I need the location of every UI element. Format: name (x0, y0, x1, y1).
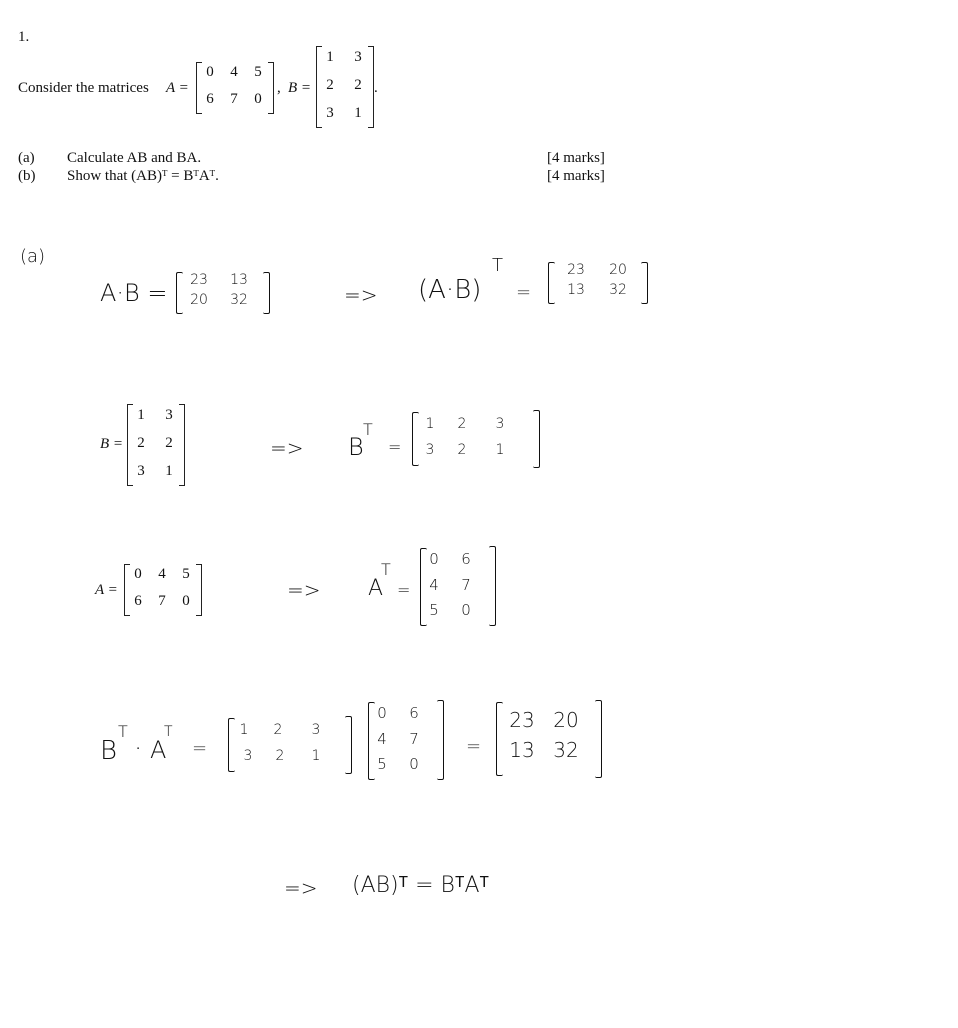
product-bt-cell: 1 (239, 722, 249, 738)
printed-b-cell: 2 (354, 77, 362, 93)
at-label: A (368, 576, 384, 601)
product-bt-matrix (228, 716, 354, 774)
matrix-a-label: A = (166, 80, 189, 96)
product-bt-cell: 1 (311, 748, 321, 764)
ab-matrix (176, 270, 272, 316)
printed-matrix-a (196, 62, 276, 114)
result-cell: 13 (509, 738, 535, 762)
a-cell: 0 (182, 593, 190, 609)
product-bt-cell: 3 (243, 748, 253, 764)
question-number: 1. (18, 29, 30, 45)
at-cell: 0 (461, 601, 471, 619)
printed-b-cell: 1 (354, 105, 362, 121)
b-cell: 1 (165, 463, 173, 479)
abt-superscript: T (492, 255, 503, 276)
at-cell: 7 (461, 576, 471, 594)
at-cell: 4 (429, 576, 439, 594)
b-matrix (127, 404, 187, 486)
period: . (374, 80, 378, 96)
implies-2: => (270, 436, 304, 460)
ab-cell: 20 (190, 292, 208, 308)
question-intro: Consider the matrices (18, 80, 149, 96)
bt-cell: 2 (457, 442, 467, 458)
b-cell: 2 (137, 435, 145, 451)
product-bt-cell: 3 (311, 722, 321, 738)
a-cell: 0 (134, 566, 142, 582)
a-cell: 6 (134, 593, 142, 609)
b-cell: 2 (165, 435, 173, 451)
comma: , (277, 80, 281, 96)
at-superscript: T (381, 560, 391, 579)
implies-1: => (344, 283, 378, 307)
printed-b-cell: 2 (326, 77, 334, 93)
implies-4: => (284, 876, 318, 900)
a-label: A = (95, 582, 118, 598)
part-b-text: Show that (AB)ᵀ = BᵀAᵀ. (67, 168, 219, 184)
bt-cell: 3 (495, 416, 505, 432)
part-b-marks: [4 marks] (547, 168, 605, 184)
bt-matrix (412, 410, 542, 468)
at-matrix (420, 546, 498, 628)
abt-matrix (548, 260, 650, 306)
product-at-cell: 5 (377, 755, 387, 773)
part-b-label: (b) (18, 168, 36, 184)
part-a-text: Calculate AB and BA. (67, 150, 202, 166)
ab-cell: 23 (190, 272, 208, 288)
abt-cell: 20 (609, 262, 627, 278)
abt-cell: 13 (567, 282, 585, 298)
solution-part-label: (a) (20, 246, 46, 267)
b-cell: 1 (137, 407, 145, 423)
printed-b-cell: 3 (326, 105, 334, 121)
printed-a-cell: 7 (230, 91, 238, 107)
printed-a-cell: 5 (254, 64, 262, 80)
product-a: A (150, 736, 167, 764)
printed-a-cell: 0 (254, 91, 262, 107)
ab-cell: 32 (230, 292, 248, 308)
implies-3: => (287, 578, 321, 602)
a-cell: 7 (158, 593, 166, 609)
ab-cell: 13 (230, 272, 248, 288)
product-at-cell: 4 (377, 730, 387, 748)
product-at-cell: 0 (377, 704, 387, 722)
printed-b-cell: 1 (326, 49, 334, 65)
ab-lhs: A·B = (100, 279, 168, 307)
at-cell: 5 (429, 601, 439, 619)
equals-4: = (192, 738, 208, 759)
product-b: B (100, 736, 118, 766)
printed-a-cell: 6 (206, 91, 214, 107)
a-matrix (124, 564, 204, 616)
printed-matrix-b (316, 46, 376, 128)
bt-cell: 1 (495, 442, 505, 458)
product-at-cell: 0 (409, 755, 419, 773)
product-a-superscript: T (164, 724, 173, 740)
product-bt-cell: 2 (275, 748, 285, 764)
equals-2: = (388, 437, 402, 456)
result-cell: 23 (509, 708, 535, 732)
b-label: B = (100, 436, 124, 452)
b-cell: 3 (137, 463, 145, 479)
product-b-superscript: T (118, 722, 128, 741)
equals-1: = (516, 282, 532, 303)
bt-cell: 1 (425, 416, 435, 432)
at-cell: 0 (429, 550, 439, 568)
matrix-b-label: B = (288, 80, 312, 96)
result-cell: 32 (553, 738, 579, 762)
result-cell: 20 (553, 708, 579, 732)
printed-b-cell: 3 (354, 49, 362, 65)
printed-a-cell: 0 (206, 64, 214, 80)
bt-label: B (348, 433, 364, 461)
result-matrix (496, 700, 604, 780)
part-a-marks: [4 marks] (547, 150, 605, 166)
product-at-matrix (368, 700, 446, 782)
product-at-cell: 7 (409, 730, 419, 748)
product-at-cell: 6 (409, 704, 419, 722)
conclusion: (AB)ᵀ = BᵀAᵀ (352, 873, 490, 898)
equals-5: = (466, 736, 482, 757)
bt-cell: 3 (425, 442, 435, 458)
printed-a-cell: 4 (230, 64, 238, 80)
bt-superscript: T (363, 420, 373, 439)
abt-cell: 32 (609, 282, 627, 298)
product-dot: · (134, 734, 143, 764)
bt-cell: 2 (457, 416, 467, 432)
b-cell: 3 (165, 407, 173, 423)
abt-lhs: (A·B) (418, 275, 482, 305)
part-a-label: (a) (18, 150, 35, 166)
at-cell: 6 (461, 550, 471, 568)
product-bt-cell: 2 (273, 722, 283, 738)
a-cell: 4 (158, 566, 166, 582)
abt-cell: 23 (567, 262, 585, 278)
a-cell: 5 (182, 566, 190, 582)
equals-3: = (397, 580, 411, 599)
